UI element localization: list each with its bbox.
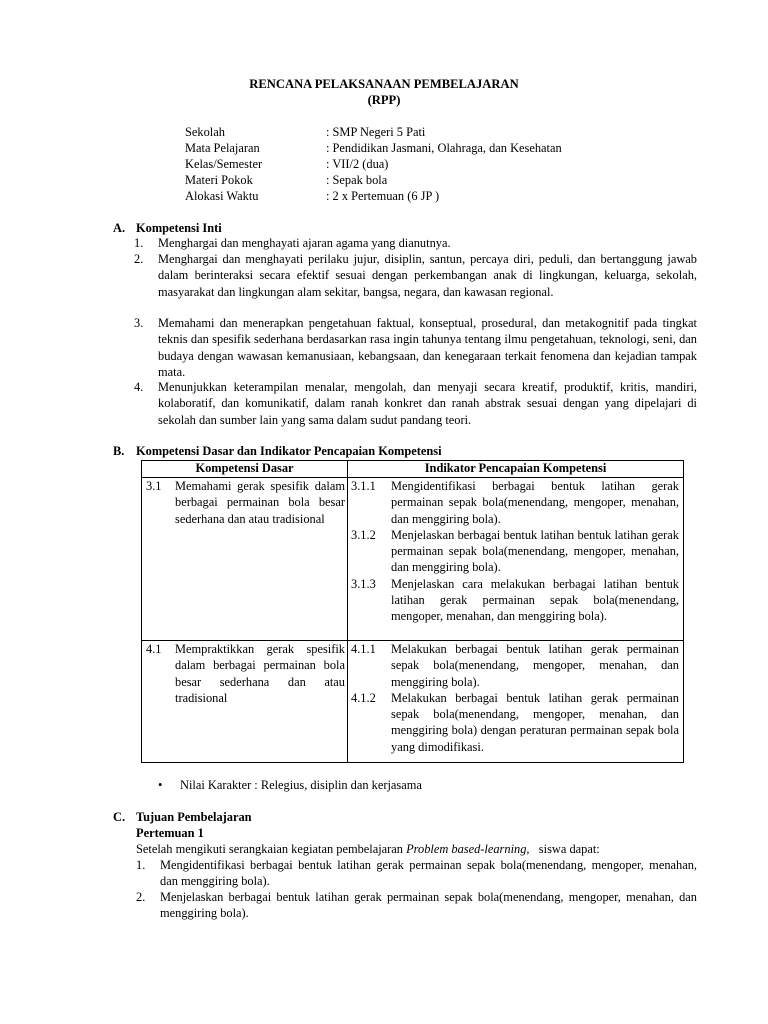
nilai-karakter-text: Nilai Karakter : Relegius, disiplin dan kerjasama [180,778,422,792]
indicator-code: 3.1.1 [351,479,376,493]
kd-cell [142,641,348,763]
identity-value: : Sepak bola [326,173,388,187]
list-text: Mengidentifikasi berbagai bentuk latihan gerak permainan sepak bola(menendang, mengoper, menahan, dan menggiring bola). [160,858,697,889]
document-subtitle: (RPP) [367,93,401,107]
list-number: 1. [134,236,144,250]
list-item [134,251,697,300]
indicator-entry [351,478,679,527]
indicator-entry [351,527,679,576]
indicator-cell [348,478,684,641]
kd-entry [146,478,345,527]
indicator-entry [351,641,679,690]
identity-label: Kelas/Semester [185,157,263,171]
section-title: Tujuan Pembelajaran [136,810,252,824]
list-item [136,857,697,890]
column-header-kd: Kompetensi Dasar [142,461,348,478]
list-text: Menjelaskan berbagai bentuk latihan gerak permainan sepak bola(menendang, mengoper, menahan, dan menggiring bola). [160,890,697,921]
list-item [134,235,697,251]
meeting-heading: Pertemuan 1 [136,826,204,840]
table-row [142,478,684,641]
section-title: Kompetensi Inti [136,221,222,235]
kd-text: Memahami gerak spesifik dalam berbagai permainan bola besar sederhana dan atau tradisional [175,479,345,526]
indicator-text: Mengidentifikasi berbagai bentuk latihan gerak permainan sepak bola(menendang, mengoper, menahan, dan menggiring bola). [391,479,679,526]
section-letter: A. [113,221,126,235]
list-number: 2. [136,890,146,904]
nilai-karakter-item [158,777,422,793]
section-b-heading [113,443,442,459]
identity-label: Materi Pokok [185,173,253,187]
indicator-entry [351,576,679,625]
section-title: Kompetensi Dasar dan Indikator Pencapaian Kompetensi [136,444,442,458]
list-item [134,379,697,428]
indicator-code: 4.1.1 [351,642,376,656]
indicator-code: 4.1.2 [351,690,376,705]
kd-code: 3.1 [146,479,162,493]
section-c-heading [113,809,252,825]
indicator-text: Melakukan berbagai bentuk latihan gerak permainan sepak bola(menendang, mengoper, menahan, dan menggiring bola) dengan peraturan permainan sepak bola yang dimodifikasi. [391,690,679,754]
list-item [136,889,697,922]
indicator-code: 3.1.3 [351,576,376,591]
column-header-ipk: Indikator Pencapaian Kompetensi [348,461,684,478]
indicator-entry [351,690,679,755]
list-number: 1. [136,858,146,872]
table-row [142,641,684,763]
section-letter: B. [113,444,125,458]
section-letter: C. [113,810,126,824]
identity-value: : Pendidikan Jasmani, Olahraga, dan Kesehatan [326,141,562,155]
identity-value: : 2 x Pertemuan (6 JP ) [326,189,440,203]
identity-value: : SMP Negeri 5 Pati [326,125,426,139]
kd-code: 4.1 [146,642,162,656]
indicator-text: Melakukan berbagai bentuk latihan gerak permainan sepak bola(menendang, mengoper, menahan, dan menggiring bola). [391,642,679,689]
kd-text: Mempraktikkan gerak spesifik dalam berbagai permainan bola besar sederhana dan atau tradisional [175,642,345,705]
list-text: Menghargai dan menghayati ajaran agama yang dianutnya. [158,236,451,250]
list-number: 2. [134,252,144,266]
list-item [134,315,697,380]
intro-suffix: siswa dapat: [529,842,600,856]
section-a-heading [113,220,222,236]
bullet-icon: • [158,778,163,792]
indicator-cell [348,641,684,763]
kd-cell [142,478,348,641]
indicator-text: Menjelaskan berbagai bentuk latihan bentuk latihan gerak permainan sepak bola(menendang, mengoper, menahan, dan menggiring bola). [391,527,679,575]
identity-label: Mata Pelajaran [185,141,260,155]
list-text: Menunjukkan keterampilan menalar, mengolah, dan menyaji secara kreatif, produktif, kritis, mandiri, kolaboratif, dan komunikatif, dalam ranah konkret dan ranah abstrak sesuai dengan yang dipelajari di sekolah dan sumber lain yang sama dalam sudut pandang teori. [158,380,697,427]
competency-table [141,460,684,763]
intro-method: Problem based-learning, [406,842,530,856]
list-number: 4. [134,380,144,394]
identity-value: : VII/2 (dua) [326,157,389,171]
document-title: RENCANA PELAKSANAAN PEMBELAJARAN [249,77,519,91]
table-header-row [142,461,684,478]
list-number: 3. [134,316,144,330]
kd-entry [146,641,345,706]
identity-label: Sekolah [185,125,225,139]
indicator-code: 3.1.2 [351,527,376,542]
identity-label: Alokasi Waktu [185,189,259,203]
indicator-text: Menjelaskan cara melakukan berbagai latihan bentuk latihan gerak permainan sepak bola(menendang, mengoper, menahan, dan menggiring bola). [391,576,679,624]
list-text: Memahami dan menerapkan pengetahuan faktual, konseptual, prosedural, dan metakognitif pada tingkat teknis dan spesifik sederhana berdasarkan rasa ingin tahunya tentang ilmu pengetahuan, teknologi, seni, dan budaya dengan wawasan kemanusiaan, kebangsaan, dan kenegaraan terkait fenomena dan kejadian tampak mata. [158,316,697,379]
list-text: Menghargai dan menghayati perilaku jujur, disiplin, santun, percaya diri, peduli, dan bertanggung jawab dalam berinteraksi secara efektif sesuai dengan perkembangan anak di lingkungan, keluarga, sekolah, masyarakat dan lingkungan alam sekitar, bangsa, negara, dan kawasan regional. [158,252,697,299]
intro-prefix: Setelah mengikuti serangkaian kegiatan pembelajaran [136,842,407,856]
objective-intro [136,841,600,857]
